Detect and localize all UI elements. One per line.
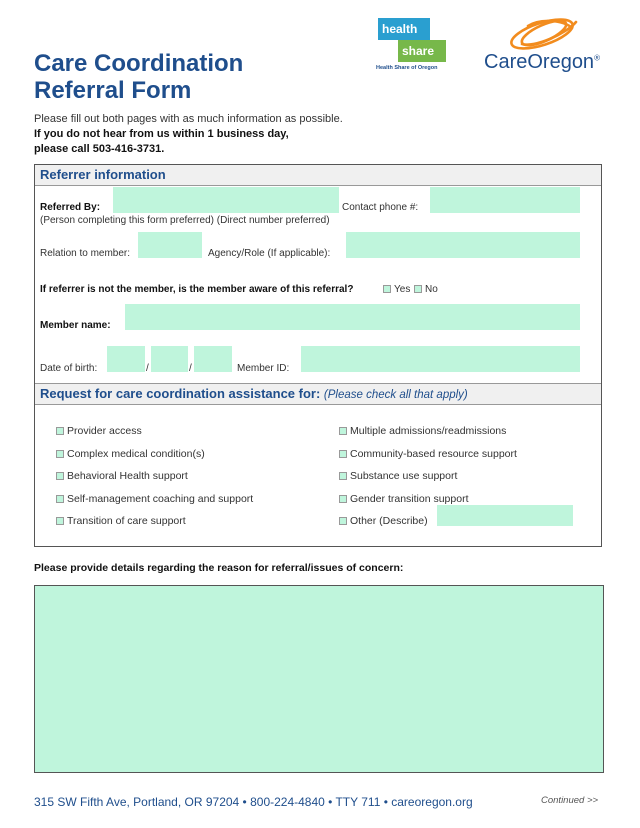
continued-note: Continued >> — [541, 795, 599, 806]
details-label: Please provide details regarding the reason for referral/issues of concern: — [34, 562, 404, 574]
dob-day-field[interactable] — [151, 346, 188, 372]
option-label-provider-access: Provider access — [67, 425, 142, 437]
dob-year-field[interactable] — [194, 346, 232, 372]
health-share-word-1: health — [378, 18, 430, 40]
option-label-gender-transition: Gender transition support — [350, 493, 469, 505]
aware-question: If referrer is not the member, is the member aware of this referral? — [40, 284, 354, 295]
option-checkbox-gender-transition[interactable] — [339, 495, 347, 503]
option-checkbox-complex-medical[interactable] — [56, 450, 64, 458]
referrer-heading-text: Referrer information — [40, 167, 166, 182]
relation-label: Relation to member: — [40, 248, 131, 259]
member-name-label: Member name: — [40, 320, 111, 331]
intro-callout-2: please call 503-416-3731. — [34, 143, 165, 155]
member-name-field[interactable] — [125, 304, 580, 330]
careoregon-swirl-icon — [484, 14, 610, 54]
option-label-self-management: Self-management coaching and support — [67, 493, 254, 505]
referral-form — [34, 164, 602, 547]
title-line-1: Care Coordination — [34, 50, 244, 77]
contact-phone-label: Contact phone #: — [342, 202, 419, 213]
referred-by-field[interactable] — [113, 187, 339, 213]
aware-no-checkbox[interactable] — [414, 285, 422, 293]
option-checkbox-community-resource[interactable] — [339, 450, 347, 458]
member-id-field[interactable] — [301, 346, 580, 372]
careoregon-name: CareOregon — [484, 51, 595, 73]
option-label-community-resource: Community-based resource support — [350, 448, 517, 460]
dob-month-field[interactable] — [107, 346, 145, 372]
request-heading-note: (Please check all that apply) — [323, 389, 468, 401]
agency-role-label: Agency/Role (If applicable): — [208, 248, 331, 259]
option-checkbox-behavioral-health[interactable] — [56, 472, 64, 480]
option-checkbox-other[interactable] — [339, 517, 347, 525]
dob-label: Date of birth: — [40, 363, 98, 374]
health-share-tagline: Health Share of Oregon — [376, 65, 438, 71]
request-section-heading — [35, 383, 601, 405]
aware-yes-label: Yes — [394, 284, 411, 295]
option-label-complex-medical: Complex medical condition(s) — [67, 448, 205, 460]
page-title — [34, 50, 243, 104]
dob-separator-1: / — [146, 363, 149, 374]
careoregon-logo — [484, 14, 610, 80]
intro-callout-1: If you do not hear from us within 1 business day, — [34, 128, 289, 140]
careoregon-wordmark — [484, 51, 600, 74]
option-checkbox-multiple-admissions[interactable] — [339, 427, 347, 435]
option-checkbox-provider-access[interactable] — [56, 427, 64, 435]
relation-field[interactable] — [138, 232, 202, 258]
footer-address: 315 SW Fifth Ave, Portland, OR 97204 • 800-224-4840 • TTY 711 • careoregon.org — [34, 795, 473, 809]
option-label-behavioral-health: Behavioral Health support — [67, 470, 188, 482]
aware-yes-checkbox[interactable] — [383, 285, 391, 293]
option-label-multiple-admissions: Multiple admissions/readmissions — [350, 425, 507, 437]
aware-no-label: No — [425, 284, 438, 295]
option-label-substance-use: Substance use support — [350, 470, 458, 482]
agency-role-field[interactable] — [346, 232, 580, 258]
referrer-sublabel: (Person completing this form preferred) (Direct number preferred) — [40, 215, 330, 226]
option-label-transition-care: Transition of care support — [67, 515, 186, 527]
health-share-word-2: share — [398, 40, 446, 62]
referred-by-label: Referred By: — [40, 202, 101, 213]
option-label-other: Other (Describe) — [350, 515, 428, 527]
referrer-section-heading — [35, 165, 601, 186]
option-checkbox-self-management[interactable] — [56, 495, 64, 503]
member-id-label: Member ID: — [237, 363, 290, 374]
title-line-2: Referral Form — [34, 77, 192, 104]
intro-text: Please fill out both pages with as much information as possible. — [34, 113, 343, 125]
details-textarea[interactable] — [34, 585, 604, 773]
option-checkbox-substance-use[interactable] — [339, 472, 347, 480]
dob-separator-2: / — [189, 363, 192, 374]
registered-mark: ® — [594, 53, 600, 63]
request-heading-text: Request for care coordination assistance for: — [40, 386, 321, 401]
option-checkbox-transition-care[interactable] — [56, 517, 64, 525]
health-share-logo — [376, 16, 448, 76]
contact-phone-field[interactable] — [430, 187, 580, 213]
other-describe-field[interactable] — [437, 505, 573, 526]
